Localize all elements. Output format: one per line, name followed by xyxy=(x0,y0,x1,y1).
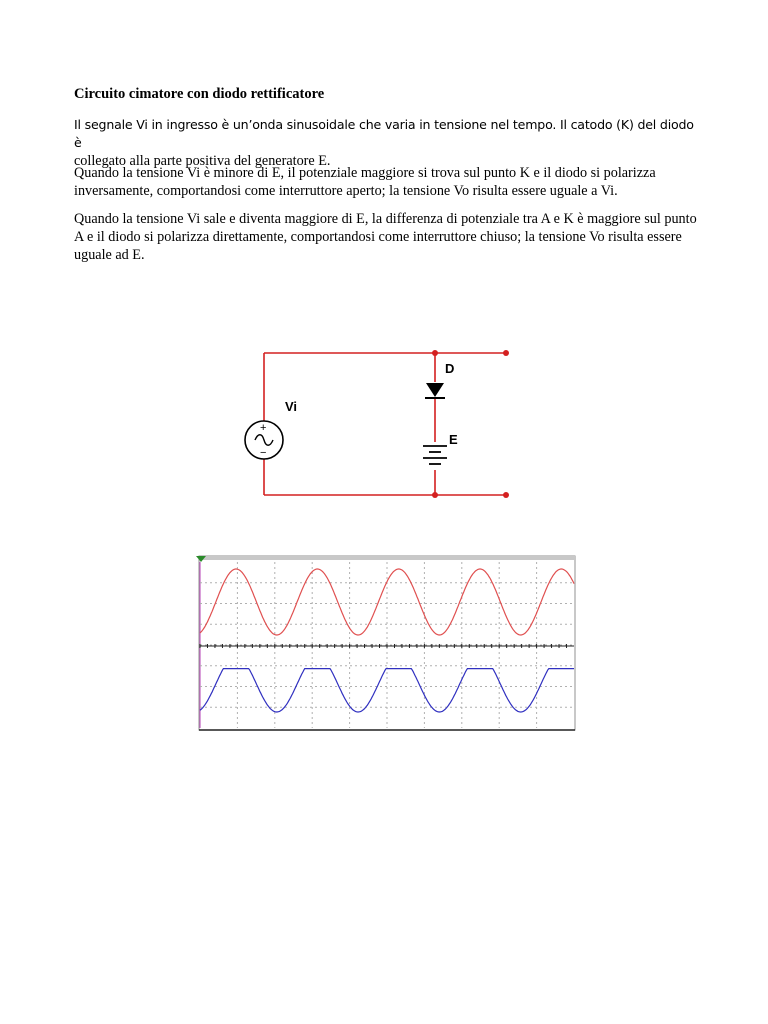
ac-source-symbol xyxy=(245,421,283,459)
source-label: Vi xyxy=(285,399,298,414)
clipper-circuit-diagram xyxy=(230,340,530,510)
page-title: Circuito cimatore con diodo rettificatore xyxy=(74,86,325,102)
source-minus-sign: − xyxy=(260,447,267,459)
top-junction-dot xyxy=(432,350,438,356)
bottom-junction-dot xyxy=(432,492,438,498)
oscilloscope-display xyxy=(196,552,578,734)
diode-label: D xyxy=(445,361,455,376)
paragraph-input-signal xyxy=(74,116,698,170)
battery-symbol xyxy=(423,446,447,464)
scope-top-bar xyxy=(199,556,575,560)
diode-symbol xyxy=(425,383,445,398)
paragraph-input-signal-serif: collegato alla parte positiva del generatore E. xyxy=(74,153,331,169)
battery-label: E xyxy=(449,432,458,447)
bottom-output-terminal xyxy=(503,492,509,498)
paragraph-reverse-bias: Quando la tensione Vi è minore di E, il potenziale maggiore si trova sul punto K e il diodo si polarizza inversamente, comportandosi come interruttore aperto; la tensione Vo risulta essere uguale a Vi. xyxy=(74,165,656,199)
circuit-wires xyxy=(264,353,506,495)
paragraph-input-signal-sans: Il segnale Vi in ingresso è un’onda sinusoidale che varia in tensione nel tempo. Il catodo (K) del diodo è xyxy=(74,117,694,150)
source-plus-sign: + xyxy=(260,422,267,434)
top-output-terminal xyxy=(503,350,509,356)
paragraph-forward-bias: Quando la tensione Vi sale e diventa maggiore di E, la differenza di potenziale tra A e K è maggiore sul punto A e il diodo si polarizza direttamente, comportandosi come interruttore chiuso; la tensione Vo risulta essere uguale ad E. xyxy=(74,211,697,263)
